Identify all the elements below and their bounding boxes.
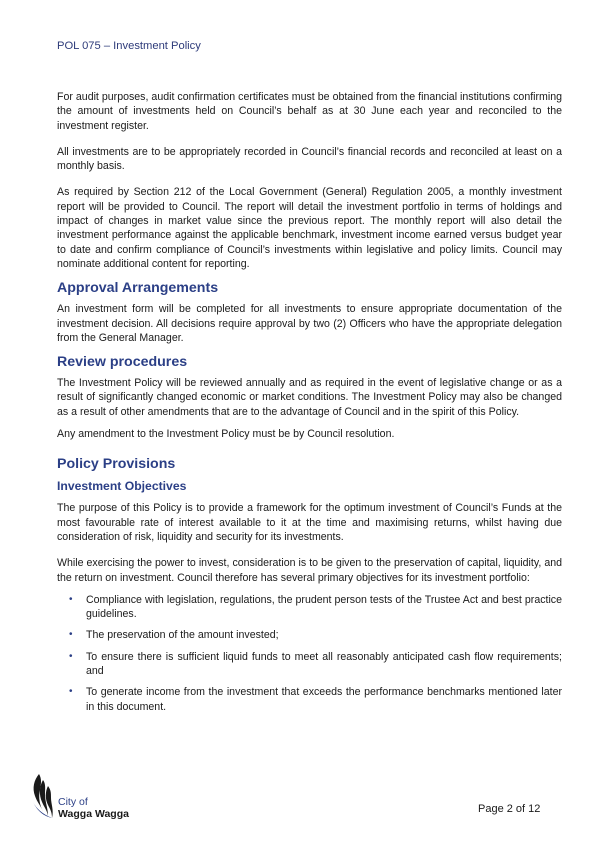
paragraph-audit: For audit purposes, audit confirmation certificates must be obtained from the financial institutions confirming the amount of investments held on Council’s behalf as at 30 June each year and reconciled to the investment register. — [57, 91, 562, 132]
bullet-icon: • — [69, 629, 73, 641]
paragraph-purpose: The purpose of this Policy is to provide a framework for the optimum investment of Council’s Funds at the most favourable rate of interest available to it at the time and maximising returns, whilst having due consideration of risk, liquidity and security for its investments. — [57, 502, 562, 543]
list-item — [57, 685, 562, 714]
heading-policy-provisions: Policy Provisions — [57, 456, 176, 473]
heading-approval: Approval Arrangements — [57, 280, 219, 297]
list-item — [57, 628, 562, 642]
objectives-list — [57, 593, 562, 714]
page-number: Page 2 of 12 — [478, 803, 541, 815]
list-item-text: To generate income from the investment that exceeds the performance benchmarks mentioned later in this document. — [86, 686, 562, 713]
bullet-icon: • — [69, 686, 73, 698]
document-body — [57, 90, 562, 721]
logo-city-line: City of — [58, 796, 88, 808]
document-header: POL 075 – Investment Policy — [57, 40, 201, 52]
heading-review: Review procedures — [57, 354, 188, 371]
bullet-icon: • — [69, 593, 73, 605]
list-item-text: The preservation of the amount invested; — [86, 629, 279, 642]
paragraph-amendment: Any amendment to the Investment Policy must be by Council resolution. — [57, 428, 395, 441]
logo-town-line: Wagga Wagga — [58, 808, 129, 820]
logo-wordmark — [58, 796, 129, 820]
list-item — [57, 650, 562, 679]
list-item-text: Compliance with legislation, regulations, the prudent person tests of the Trustee Act and best practice guidelines. — [86, 593, 562, 621]
council-logo — [30, 772, 140, 822]
paragraph-objectives-intro: While exercising the power to invest, consideration is to be given to the preservation of capital, liquidity, and the return on investment. Council therefore has several primary objectives for its investment portfolio: — [57, 557, 562, 584]
list-item — [57, 593, 562, 622]
bullet-icon: • — [69, 650, 73, 662]
paragraph-review: The Investment Policy will be reviewed annually and as required in the event of legislative change or as a result of significantly changed economic or market conditions. The Investment Policy may also be changed as a result of other amendments that are to the advantage of Council and in the spirit of this Policy. — [57, 377, 562, 418]
paragraph-approval: An investment form will be completed for all investments to ensure appropriate documentation of the investment decision. All decisions require approval by two (2) Officers who have the appropriate delegation from the General Manager. — [57, 303, 562, 344]
paragraph-reporting: As required by Section 212 of the Local Government (General) Regulation 2005, a monthly investment report will be provided to Council. The report will detail the investment portfolio in terms of holdings and impact of changes in market value since the previous report. The monthly report will also detail the investment performance against the applicable benchmark, investment income earned versus budget year to date and confirm compliance of Council’s investments within legislative and policy limits. Council may nominate additional content for reporting. — [57, 186, 562, 270]
crow-emblem-icon — [30, 772, 60, 820]
subheading-investment-objectives: Investment Objectives — [57, 479, 187, 494]
list-item-text: To ensure there is sufficient liquid funds to meet all reasonably anticipated cash flow requirements; and — [86, 650, 562, 678]
paragraph-records: All investments are to be appropriately recorded in Council’s financial records and reconciled at least on a monthly basis. — [57, 145, 562, 173]
